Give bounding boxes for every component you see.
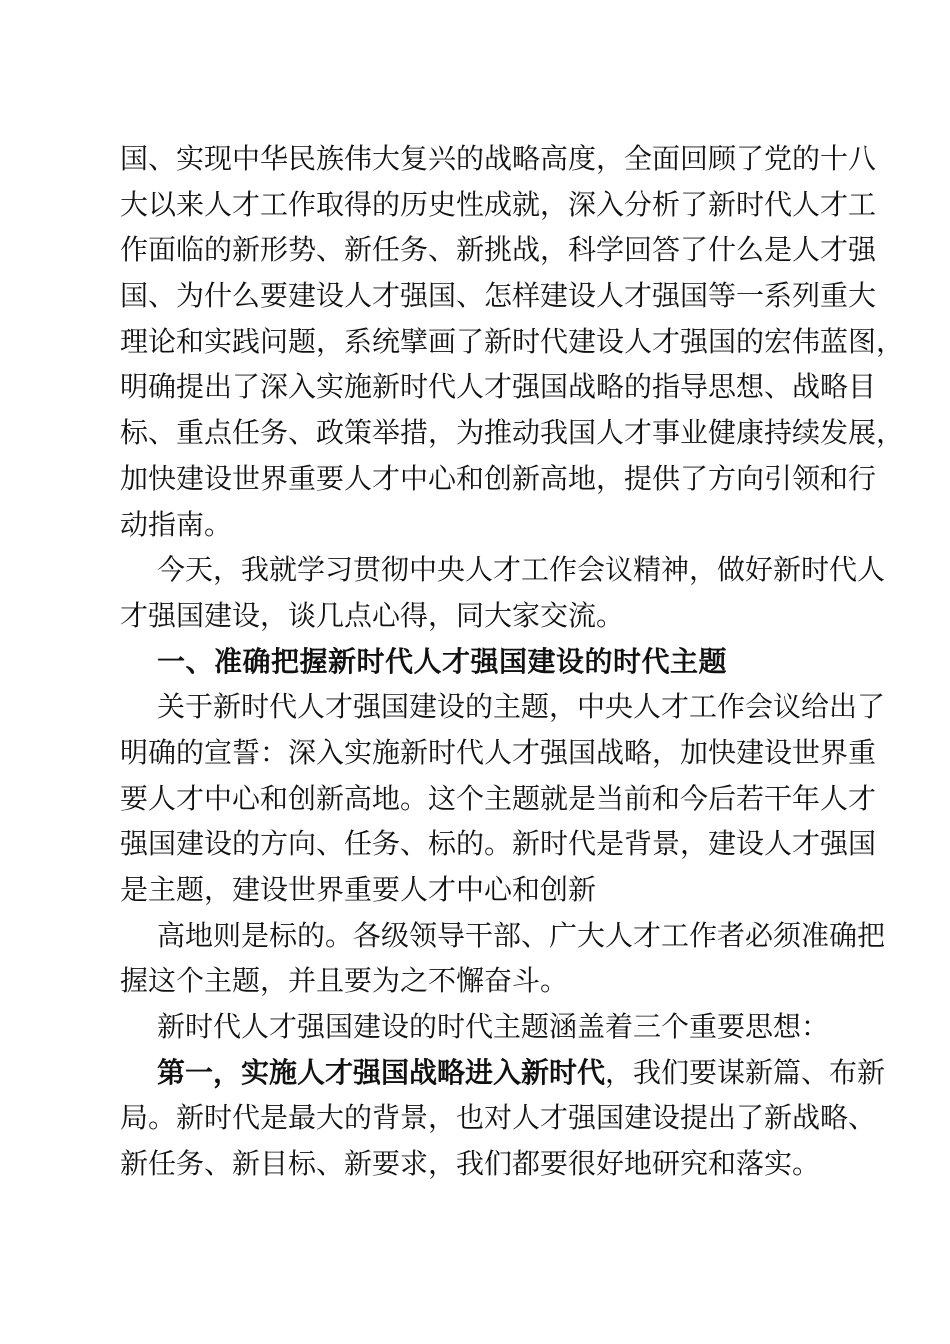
paragraph-line: 标、重点任务、政策举措，为推动我国人才事业健康持续发展， <box>120 416 905 450</box>
paragraph-line: 理论和实践问题，系统擘画了新时代建设人才强国的宏伟蓝图， <box>120 324 905 358</box>
paragraph-line: 动指南。 <box>120 507 233 541</box>
paragraph-line: 明确提出了深入实施新时代人才强国战略的指导思想、战略目 <box>120 370 877 404</box>
paragraph-line: 作面临的新形势、新任务、新挑战，科学回答了什么是人才强 <box>120 233 877 267</box>
paragraph-line: 高地则是标的。各级领导干部、广大人才工作者必须准确把 <box>157 918 886 952</box>
paragraph-line: 大以来人才工作取得的历史性成就，深入分析了新时代人才工 <box>120 187 877 221</box>
paragraph-line: 今天，我就学习贯彻中央人才工作会议精神，做好新时代人 <box>157 553 886 587</box>
paragraph-line-with-lead <box>120 1050 886 1096</box>
paragraph-line: 才强国建设，谈几点心得，同大家交流。 <box>120 598 625 632</box>
paragraph-line: 新时代人才强国建设的时代主题涵盖着三个重要思想： <box>157 1010 830 1044</box>
document-body <box>120 136 905 1187</box>
section-heading: 一、准确把握新时代人才强国建设的时代主题 <box>157 644 728 678</box>
paragraph-line: 国、为什么要建设人才强国、怎样建设人才强国等一系列重大 <box>120 279 877 313</box>
paragraph-lead-bold: 第一，实施人才强国战略进入新时代 <box>157 1055 606 1089</box>
paragraph-line: 握这个主题，并且要为之不懈奋斗。 <box>120 964 569 998</box>
paragraph-line: 局。新时代是最大的背景，也对人才强国建设提出了新战略、 <box>120 1101 877 1135</box>
paragraph-line: 加快建设世界重要人才中心和创新高地，提供了方向引领和行 <box>120 461 877 495</box>
paragraph-line: 关于新时代人才强国建设的主题，中央人才工作会议给出了 <box>157 690 886 724</box>
paragraph-line: 新任务、新目标、新要求，我们都要很好地研究和落实。 <box>120 1147 821 1181</box>
paragraph-line: 强国建设的方向、任务、标的。新时代是背景，建设人才强国 <box>120 827 877 861</box>
paragraph-line: 是主题，建设世界重要人才中心和创新 <box>120 873 597 906</box>
paragraph-line: 国、实现中华民族伟大复兴的战略高度，全面回顾了党的十八 <box>120 142 877 175</box>
paragraph-lead-rest: ，我们要谋新篇、布新 <box>605 1055 886 1089</box>
paragraph-line: 要人才中心和创新高地。这个主题就是当前和今后若干年人才 <box>120 781 877 815</box>
paragraph-line: 明确的宣誓：深入实施新时代人才强国战略，加快建设世界重 <box>120 735 877 769</box>
